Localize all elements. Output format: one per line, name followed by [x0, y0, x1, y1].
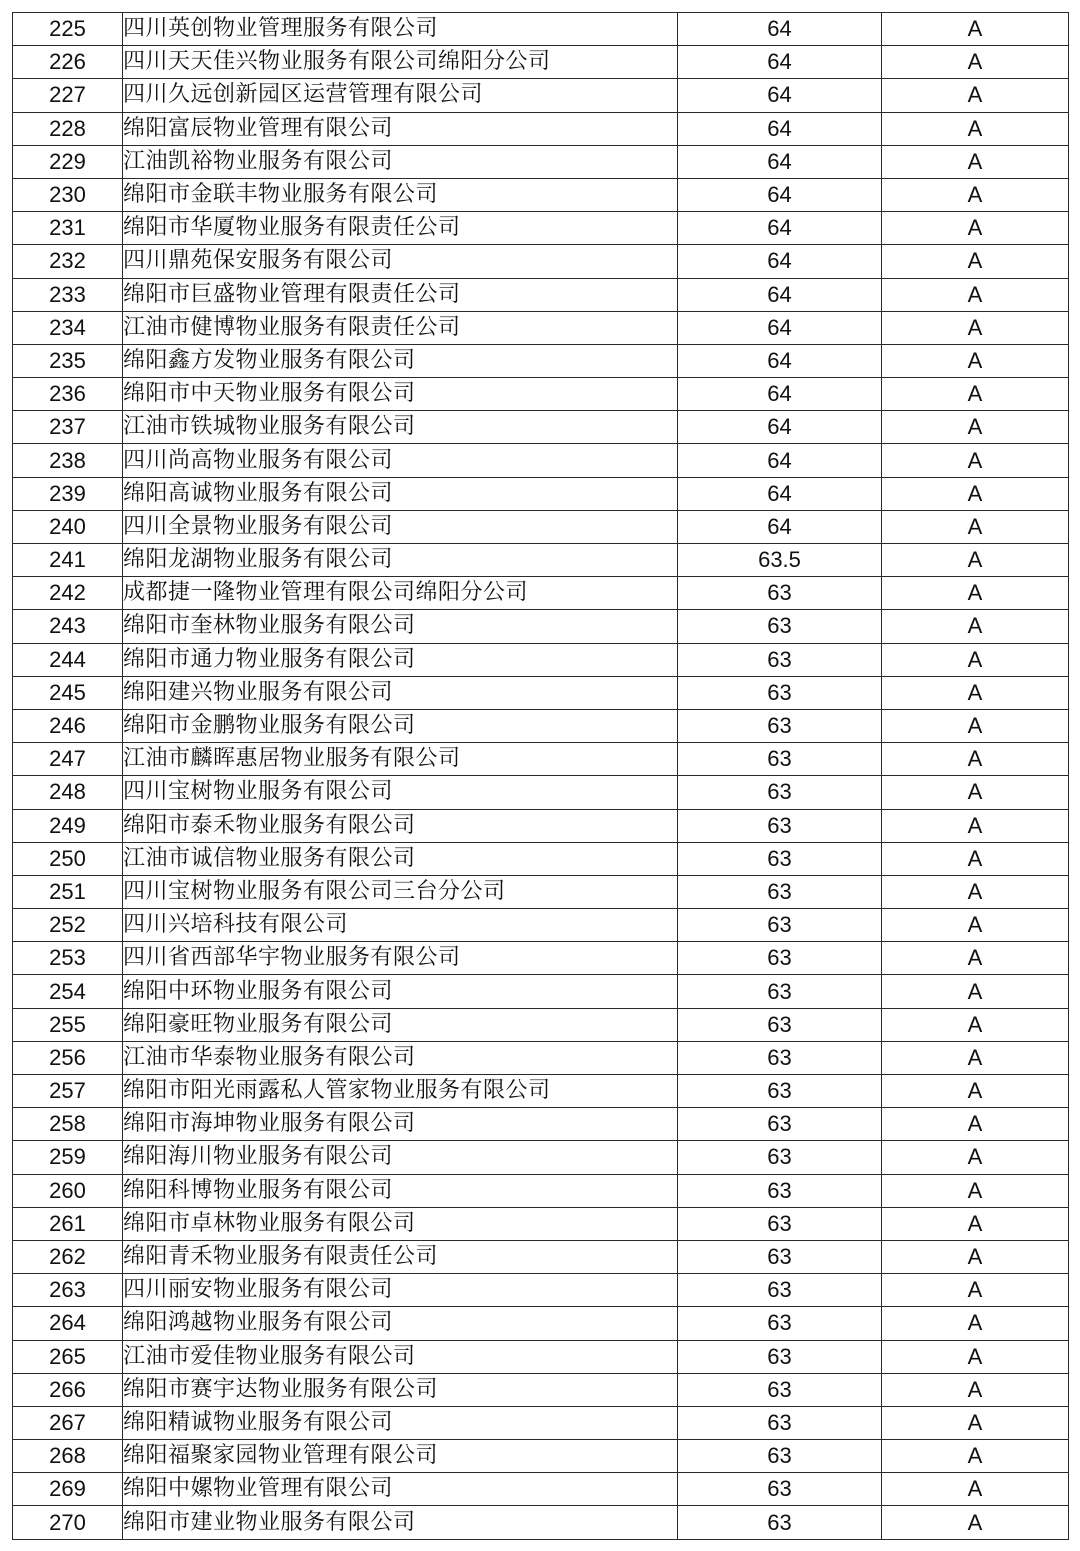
row-number: 268: [13, 1440, 123, 1473]
row-number: 237: [13, 411, 123, 444]
row-number: 260: [13, 1174, 123, 1207]
score-value: 63: [678, 1274, 882, 1307]
row-number: 266: [13, 1373, 123, 1406]
table-row: [13, 444, 1069, 477]
score-value: 63: [678, 975, 882, 1008]
score-value: 64: [678, 79, 882, 112]
table-row: [13, 1141, 1069, 1174]
score-value: 64: [678, 145, 882, 178]
table-row: [13, 1008, 1069, 1041]
company-name: 绵阳市中天物业服务有限公司: [123, 378, 678, 411]
score-value: 64: [678, 344, 882, 377]
score-value: 63: [678, 1240, 882, 1273]
company-name: 绵阳鸿越物业服务有限公司: [123, 1307, 678, 1340]
company-name: 四川省西部华宇物业服务有限公司: [123, 942, 678, 975]
row-number: 259: [13, 1141, 123, 1174]
table-row: [13, 1075, 1069, 1108]
company-name: 绵阳富辰物业管理有限公司: [123, 112, 678, 145]
table-row: [13, 378, 1069, 411]
company-name: 四川宝树物业服务有限公司三台分公司: [123, 875, 678, 908]
score-value: 63: [678, 776, 882, 809]
company-name: 四川全景物业服务有限公司: [123, 510, 678, 543]
score-value: 64: [678, 278, 882, 311]
score-value: 64: [678, 46, 882, 79]
row-number: 231: [13, 212, 123, 245]
score-value: 63: [678, 909, 882, 942]
table-row: [13, 178, 1069, 211]
table-row: [13, 577, 1069, 610]
score-value: 64: [678, 477, 882, 510]
score-value: 63: [678, 1008, 882, 1041]
table-row: [13, 1174, 1069, 1207]
row-number: 227: [13, 79, 123, 112]
table-row: [13, 1473, 1069, 1506]
row-number: 242: [13, 577, 123, 610]
ranking-table: [12, 12, 1069, 1540]
score-value: 63: [678, 743, 882, 776]
score-value: 63: [678, 643, 882, 676]
grade-value: A: [882, 577, 1069, 610]
row-number: 252: [13, 909, 123, 942]
company-name: 江油市健博物业服务有限责任公司: [123, 311, 678, 344]
table-row: [13, 743, 1069, 776]
table-row: [13, 245, 1069, 278]
grade-value: A: [882, 1008, 1069, 1041]
grade-value: A: [882, 809, 1069, 842]
score-value: 63: [678, 709, 882, 742]
grade-value: A: [882, 378, 1069, 411]
company-name: 绵阳市建业物业服务有限公司: [123, 1506, 678, 1539]
grade-value: A: [882, 709, 1069, 742]
company-name: 江油市麟晖惠居物业服务有限公司: [123, 743, 678, 776]
company-name: 绵阳市泰禾物业服务有限公司: [123, 809, 678, 842]
row-number: 262: [13, 1240, 123, 1273]
score-value: 63: [678, 809, 882, 842]
row-number: 232: [13, 245, 123, 278]
row-number: 240: [13, 510, 123, 543]
grade-value: A: [882, 178, 1069, 211]
score-value: 64: [678, 510, 882, 543]
grade-value: A: [882, 875, 1069, 908]
row-number: 270: [13, 1506, 123, 1539]
grade-value: A: [882, 411, 1069, 444]
grade-value: A: [882, 1075, 1069, 1108]
grade-value: A: [882, 245, 1069, 278]
grade-value: A: [882, 112, 1069, 145]
score-value: 63: [678, 942, 882, 975]
row-number: 228: [13, 112, 123, 145]
row-number: 246: [13, 709, 123, 742]
table-row: [13, 676, 1069, 709]
score-value: 63: [678, 610, 882, 643]
grade-value: A: [882, 444, 1069, 477]
company-name: 成都捷一隆物业管理有限公司绵阳分公司: [123, 577, 678, 610]
table-row: [13, 842, 1069, 875]
score-value: 63: [678, 1406, 882, 1439]
table-row: [13, 1506, 1069, 1539]
table-row: [13, 975, 1069, 1008]
table-row: [13, 875, 1069, 908]
table-row: [13, 1373, 1069, 1406]
table-row: [13, 311, 1069, 344]
score-value: 63: [678, 1207, 882, 1240]
grade-value: A: [882, 1174, 1069, 1207]
table-row: [13, 112, 1069, 145]
row-number: 254: [13, 975, 123, 1008]
grade-value: A: [882, 776, 1069, 809]
grade-value: A: [882, 1506, 1069, 1539]
table-row: [13, 46, 1069, 79]
grade-value: A: [882, 278, 1069, 311]
score-value: 63: [678, 875, 882, 908]
grade-value: A: [882, 1373, 1069, 1406]
score-value: 64: [678, 212, 882, 245]
company-name: 江油市诚信物业服务有限公司: [123, 842, 678, 875]
grade-value: A: [882, 1240, 1069, 1273]
company-name: 绵阳市通力物业服务有限公司: [123, 643, 678, 676]
company-name: 绵阳市阳光雨露私人管家物业服务有限公司: [123, 1075, 678, 1108]
company-name: 四川英创物业管理服务有限公司: [123, 13, 678, 46]
company-name: 四川鼎苑保安服务有限公司: [123, 245, 678, 278]
row-number: 251: [13, 875, 123, 908]
grade-value: A: [882, 510, 1069, 543]
score-value: 63: [678, 1440, 882, 1473]
grade-value: A: [882, 1440, 1069, 1473]
grade-value: A: [882, 311, 1069, 344]
company-name: 四川久远创新园区运营管理有限公司: [123, 79, 678, 112]
row-number: 234: [13, 311, 123, 344]
table-row: [13, 145, 1069, 178]
row-number: 249: [13, 809, 123, 842]
row-number: 258: [13, 1108, 123, 1141]
company-name: 绵阳市赛宇达物业服务有限公司: [123, 1373, 678, 1406]
score-value: 64: [678, 13, 882, 46]
row-number: 230: [13, 178, 123, 211]
company-name: 江油市华泰物业服务有限公司: [123, 1041, 678, 1074]
row-number: 250: [13, 842, 123, 875]
table-row: [13, 1041, 1069, 1074]
score-value: 63: [678, 1307, 882, 1340]
row-number: 264: [13, 1307, 123, 1340]
company-name: 四川天天佳兴物业服务有限公司绵阳分公司: [123, 46, 678, 79]
row-number: 267: [13, 1406, 123, 1439]
company-name: 江油市爱佳物业服务有限公司: [123, 1340, 678, 1373]
row-number: 241: [13, 544, 123, 577]
grade-value: A: [882, 1406, 1069, 1439]
company-name: 绵阳中环物业服务有限公司: [123, 975, 678, 1008]
company-name: 江油市铁城物业服务有限公司: [123, 411, 678, 444]
ranking-sheet: [12, 12, 1068, 1540]
grade-value: A: [882, 942, 1069, 975]
score-value: 64: [678, 245, 882, 278]
row-number: 233: [13, 278, 123, 311]
score-value: 63.5: [678, 544, 882, 577]
company-name: 绵阳建兴物业服务有限公司: [123, 676, 678, 709]
score-value: 63: [678, 676, 882, 709]
table-row: [13, 13, 1069, 46]
company-name: 四川丽安物业服务有限公司: [123, 1274, 678, 1307]
grade-value: A: [882, 1108, 1069, 1141]
grade-value: A: [882, 1473, 1069, 1506]
score-value: 63: [678, 1075, 882, 1108]
company-name: 四川宝树物业服务有限公司: [123, 776, 678, 809]
score-value: 63: [678, 1141, 882, 1174]
row-number: 235: [13, 344, 123, 377]
grade-value: A: [882, 46, 1069, 79]
table-row: [13, 477, 1069, 510]
row-number: 255: [13, 1008, 123, 1041]
grade-value: A: [882, 676, 1069, 709]
table-row: [13, 1207, 1069, 1240]
grade-value: A: [882, 544, 1069, 577]
table-row: [13, 1340, 1069, 1373]
row-number: 245: [13, 676, 123, 709]
row-number: 243: [13, 610, 123, 643]
company-name: 江油凯裕物业服务有限公司: [123, 145, 678, 178]
grade-value: A: [882, 477, 1069, 510]
row-number: 236: [13, 378, 123, 411]
company-name: 绵阳市卓林物业服务有限公司: [123, 1207, 678, 1240]
table-row: [13, 643, 1069, 676]
grade-value: A: [882, 79, 1069, 112]
grade-value: A: [882, 344, 1069, 377]
score-value: 63: [678, 1373, 882, 1406]
row-number: 263: [13, 1274, 123, 1307]
table-row: [13, 610, 1069, 643]
table-row: [13, 776, 1069, 809]
table-row: [13, 809, 1069, 842]
table-row: [13, 1108, 1069, 1141]
row-number: 226: [13, 46, 123, 79]
score-value: 64: [678, 311, 882, 344]
row-number: 253: [13, 942, 123, 975]
row-number: 265: [13, 1340, 123, 1373]
score-value: 64: [678, 112, 882, 145]
grade-value: A: [882, 1041, 1069, 1074]
grade-value: A: [882, 1141, 1069, 1174]
row-number: 269: [13, 1473, 123, 1506]
company-name: 绵阳市金鹏物业服务有限公司: [123, 709, 678, 742]
table-row: [13, 1440, 1069, 1473]
row-number: 247: [13, 743, 123, 776]
table-row: [13, 1274, 1069, 1307]
score-value: 64: [678, 378, 882, 411]
score-value: 63: [678, 1041, 882, 1074]
table-row: [13, 709, 1069, 742]
score-value: 63: [678, 1174, 882, 1207]
row-number: 261: [13, 1207, 123, 1240]
table-row: [13, 278, 1069, 311]
grade-value: A: [882, 145, 1069, 178]
table-row: [13, 942, 1069, 975]
grade-value: A: [882, 1340, 1069, 1373]
table-row: [13, 79, 1069, 112]
company-name: 四川兴培科技有限公司: [123, 909, 678, 942]
table-row: [13, 411, 1069, 444]
company-name: 绵阳市海坤物业服务有限公司: [123, 1108, 678, 1141]
company-name: 绵阳科博物业服务有限公司: [123, 1174, 678, 1207]
company-name: 绵阳市奎林物业服务有限公司: [123, 610, 678, 643]
grade-value: A: [882, 212, 1069, 245]
table-body: [13, 13, 1069, 1540]
company-name: 绵阳精诚物业服务有限公司: [123, 1406, 678, 1439]
score-value: 63: [678, 1506, 882, 1539]
grade-value: A: [882, 909, 1069, 942]
company-name: 绵阳市金联丰物业服务有限公司: [123, 178, 678, 211]
grade-value: A: [882, 743, 1069, 776]
score-value: 64: [678, 178, 882, 211]
table-row: [13, 909, 1069, 942]
score-value: 63: [678, 1473, 882, 1506]
table-row: [13, 344, 1069, 377]
company-name: 绵阳豪旺物业服务有限公司: [123, 1008, 678, 1041]
row-number: 256: [13, 1041, 123, 1074]
company-name: 绵阳市华厦物业服务有限责任公司: [123, 212, 678, 245]
table-row: [13, 1307, 1069, 1340]
row-number: 248: [13, 776, 123, 809]
score-value: 64: [678, 444, 882, 477]
row-number: 244: [13, 643, 123, 676]
grade-value: A: [882, 1207, 1069, 1240]
row-number: 225: [13, 13, 123, 46]
row-number: 239: [13, 477, 123, 510]
score-value: 63: [678, 842, 882, 875]
table-row: [13, 1240, 1069, 1273]
company-name: 四川尚高物业服务有限公司: [123, 444, 678, 477]
grade-value: A: [882, 1274, 1069, 1307]
row-number: 229: [13, 145, 123, 178]
company-name: 绵阳中嫘物业管理有限公司: [123, 1473, 678, 1506]
company-name: 绵阳青禾物业服务有限责任公司: [123, 1240, 678, 1273]
table-row: [13, 510, 1069, 543]
score-value: 64: [678, 411, 882, 444]
row-number: 238: [13, 444, 123, 477]
table-row: [13, 544, 1069, 577]
score-value: 63: [678, 577, 882, 610]
score-value: 63: [678, 1340, 882, 1373]
company-name: 绵阳福聚家园物业管理有限公司: [123, 1440, 678, 1473]
grade-value: A: [882, 842, 1069, 875]
grade-value: A: [882, 975, 1069, 1008]
company-name: 绵阳海川物业服务有限公司: [123, 1141, 678, 1174]
table-row: [13, 212, 1069, 245]
company-name: 绵阳鑫方发物业服务有限公司: [123, 344, 678, 377]
company-name: 绵阳高诚物业服务有限公司: [123, 477, 678, 510]
row-number: 257: [13, 1075, 123, 1108]
grade-value: A: [882, 1307, 1069, 1340]
score-value: 63: [678, 1108, 882, 1141]
company-name: 绵阳市巨盛物业管理有限责任公司: [123, 278, 678, 311]
table-row: [13, 1406, 1069, 1439]
grade-value: A: [882, 610, 1069, 643]
grade-value: A: [882, 13, 1069, 46]
company-name: 绵阳龙湖物业服务有限公司: [123, 544, 678, 577]
grade-value: A: [882, 643, 1069, 676]
